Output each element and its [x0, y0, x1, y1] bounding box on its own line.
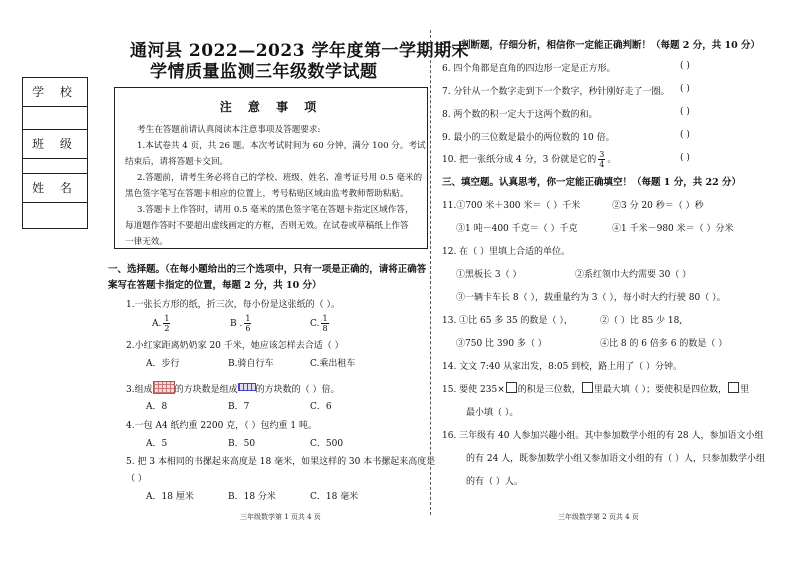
q6-answer: ( ) [680, 61, 690, 71]
section3-heading: 三、填空题。认真思考，你一定能正确填空！（每题 1 分，共 22 分） [442, 177, 742, 188]
q15-text-line2: 最小填（ ）。 [466, 408, 519, 418]
notice-item1-line2: 结束后，请将答题卡交回。 [125, 157, 229, 167]
blank-box [506, 382, 517, 393]
q5-text-line1: 5. 把 3 本相同的书摞起来高度是 18 毫米，如果这样的 30 本书摞起来高度是 [126, 457, 436, 467]
section1-heading-line2: 案写在答题卡指定的位置，每题 2 分，共 10 分） [108, 280, 322, 291]
notice-item2-line1: 2.答题前，请考生务必将自己的学校、班级、姓名、准考证号用 0.5 毫米的 [137, 173, 423, 183]
q12-part1: ①黑板长 3（ ） [456, 270, 522, 280]
q1-text: 1.一张长方形的纸，折三次，每小份是这张纸的（ ）。 [126, 300, 340, 310]
q4-option-a: A．5 [146, 439, 168, 449]
footer-page-1: 三年级数学第 1 页共 4 页 [240, 513, 321, 521]
blank-box [582, 382, 593, 393]
q11-part2: ②3 分 20 秒＝（ ）秒 [612, 201, 704, 211]
q1-option-a: A. $\frac{1}{2}$ [152, 314, 170, 333]
notice-item3-line3: 一律无效。 [125, 237, 168, 247]
class-field [23, 159, 87, 174]
q13-part1: 13. ①比 65 多 35 的数是（ ）， [442, 316, 573, 326]
q10-answer: ( ) [680, 153, 690, 163]
q5-text-line2: （ ） [126, 474, 147, 484]
q2-option-c: C.乘出租车 [310, 359, 356, 369]
q7-answer: ( ) [680, 84, 690, 94]
q11-part4: ④1 千米－980 米＝（ ）分米 [612, 224, 734, 234]
block-grid-image [153, 381, 175, 394]
q7-text: 7. 分针从一个数字走到下一个数字，秒针刚好走了一圈。 [442, 87, 670, 97]
q8-answer: ( ) [680, 107, 690, 117]
q5-option-c: C．18 毫米 [310, 492, 359, 502]
q16-line1: 16. 三年级有 40 人参加兴趣小组。其中参加数学小组的有 28 人，参加语文小组 [442, 431, 764, 441]
q16-line3: 的有（ ）人。 [466, 477, 523, 487]
q12-part2: ②系红领巾大约需要 30（ ） [575, 270, 692, 280]
q8-text: 8. 两个数的积一定大于这两个数的和。 [442, 110, 598, 120]
exam-title-line1: 通河县 2022—2023 学年度第一学期期末 [130, 41, 469, 61]
q5-option-a: A．18 厘米 [146, 492, 194, 502]
q5-option-b: B．18 分米 [228, 492, 276, 502]
q11-part1: 11.①700 米＋300 米＝（ ）千米 [442, 201, 581, 211]
school-field [23, 107, 87, 130]
q10-text: 10. 把一张纸分成 4 分，3 份就是它的 $\frac{3}{4}$ 。 [442, 150, 617, 169]
q13-part2: ②（ ）比 85 少 18, [600, 316, 683, 326]
fold-line [430, 30, 431, 515]
q16-line2: 的有 24 人，既参加数学小组又参加语文小组的有（ ）人，只参加数学小组 [466, 454, 766, 464]
q3-option-b: B．7 [228, 402, 250, 412]
q15-text: 15. 要使 235× 的积是三位数， 里最大填（ ）；要使积是四位数， 里 [442, 382, 749, 395]
notice-intro: 考生在答题前请认真阅读本注意事项及答题要求: [137, 125, 321, 135]
q3-text: 3.组成 的方块数是组成 的方块数的（ ）倍。 [126, 381, 339, 395]
name-label: 姓 名 [23, 174, 87, 203]
notice-item2-line2: 黑色签字笔写在答题卡相应的位置上，考号粘贴区域由监考教师帮助粘贴。 [125, 189, 409, 199]
q1-option-c: C. $\frac{1}{8}$ [310, 314, 328, 333]
fraction: $\frac{3}{4}$ [599, 150, 605, 169]
notice-item1-line1: 1.本试卷共 4 页，共 26 题。本次考试时间为 60 分钟，满分 100 分。考试 [137, 141, 426, 151]
q1-option-b: B . $\frac{1}{6}$ [230, 314, 251, 333]
q3-option-c: C．6 [310, 402, 332, 412]
notice-item3-line1: 3.答题卡上作答时，请用 0.5 毫米的黑色签字笔在答题卡指定区域作答， [137, 205, 414, 215]
q9-text: 9. 最小的三位数是最小的两位数的 10 倍。 [442, 133, 615, 143]
q3-option-a: A．8 [146, 402, 168, 412]
class-label: 班 级 [23, 130, 87, 159]
q13-part3: ③750 比 390 多（ ） [456, 339, 547, 349]
notice-title: 注 意 事 项 [219, 100, 323, 114]
notice-item3-line2: 每道题作答时不要超出虚线画定的方框，否则无效。在试卷或草稿纸上作答 [125, 221, 409, 231]
q4-option-c: C．500 [310, 439, 344, 449]
name-field [23, 203, 87, 227]
section2-heading: 二、判断题，仔细分析，相信你一定能正确判断！（每题 2 分，共 10 分） [442, 40, 761, 51]
q2-option-b: B.骑自行车 [228, 359, 274, 369]
student-info-box [22, 77, 88, 229]
fraction: $\frac{1}{2}$ [164, 314, 170, 333]
q9-answer: ( ) [680, 130, 690, 140]
q4-option-b: B．50 [228, 439, 256, 449]
fraction: $\frac{1}{8}$ [322, 314, 328, 333]
exam-title-line2: 学情质量监测三年级数学试题 [150, 62, 378, 82]
q12-text: 12. 在（ ）里填上合适的单位。 [442, 247, 571, 257]
q13-part4: ④比 8 的 6 倍多 6 的数是（ ） [600, 339, 728, 349]
q12-part3: ③一辆卡车长 8（ ），载重量约为 3（ ），每小时大约行驶 80（ ）。 [456, 293, 726, 303]
q11-part3: ③1 吨－400 千克＝（ ）千克 [456, 224, 578, 234]
school-label: 学 校 [23, 78, 87, 107]
footer-page-2: 三年级数学第 2 页共 4 页 [558, 513, 639, 521]
q4-text: 4.一包 A4 纸约重 2200 克，（ ）包约重 1 吨。 [126, 421, 317, 431]
blank-box [728, 382, 739, 393]
q2-option-a: A．步行 [146, 359, 180, 369]
q2-text: 2.小红家距离奶奶家 20 千米，她应该怎样去合适（ ） [126, 341, 344, 351]
block-strip-image [238, 383, 256, 391]
section1-heading-line1: 一、选择题。（在每小题给出的三个选项中，只有一项是正确的，请将正确答 [108, 264, 427, 275]
q14-text: 14. 文文 7:40 从家出发，8:05 到校，路上用了（ ）分钟。 [442, 362, 683, 372]
q6-text: 6. 四个角都是直角的四边形一定是正方形。 [442, 64, 616, 74]
notice-box [114, 87, 428, 249]
fraction: $\frac{1}{6}$ [245, 314, 251, 333]
